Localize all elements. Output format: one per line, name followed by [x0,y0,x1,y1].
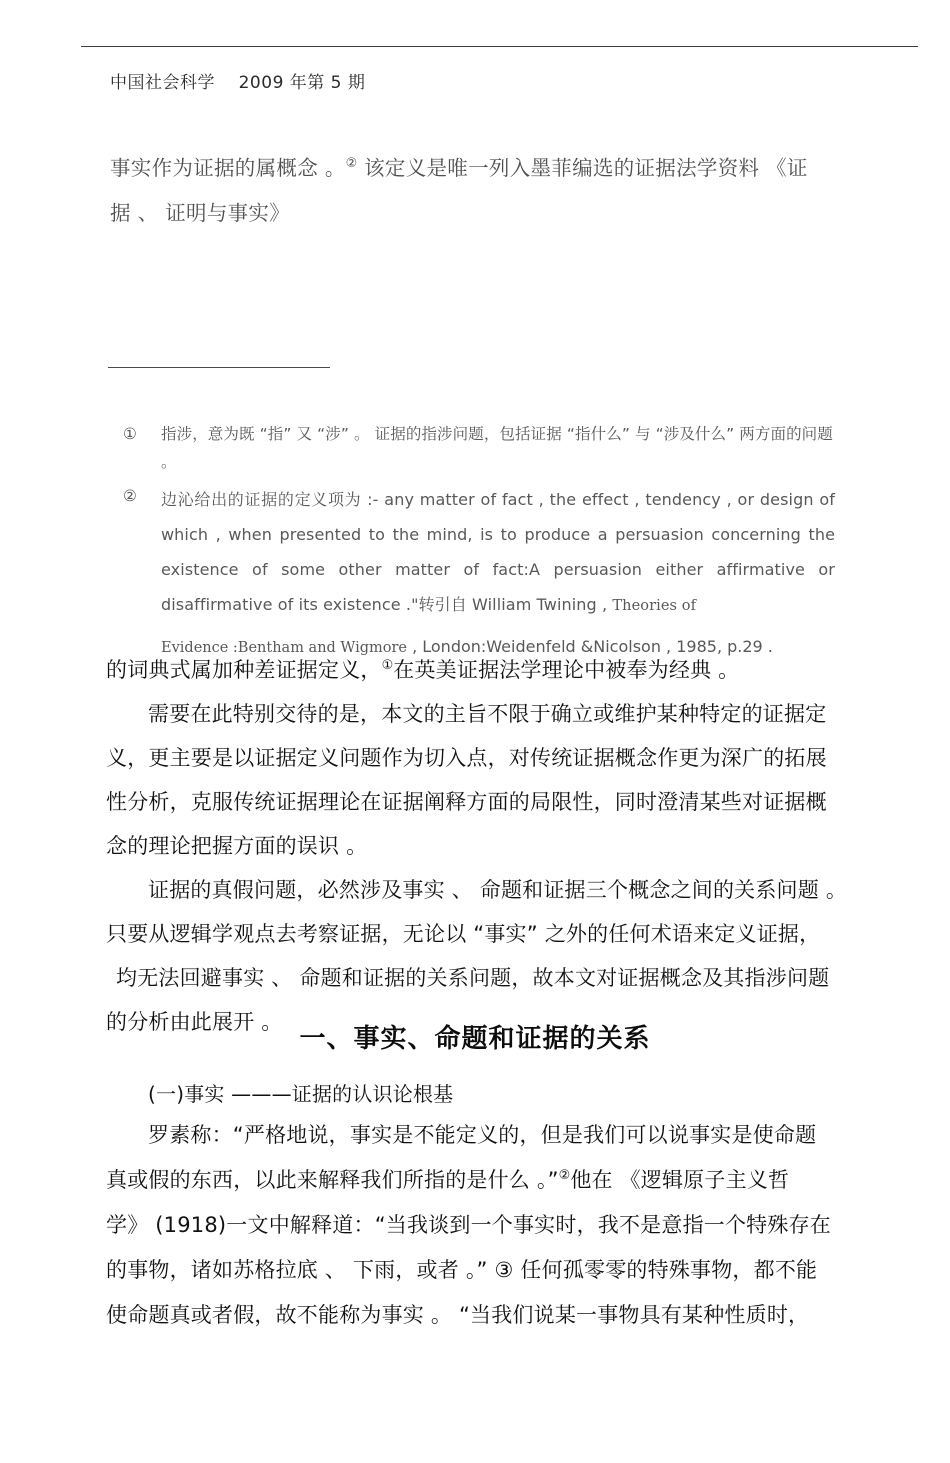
continued-paragraph-line1-a: 事实作为证据的属概念 。 [110,156,346,180]
body2-line-2 [106,1158,846,1203]
footnote-text-2 [161,482,835,624]
footnote-2-line3: the existence of some other matter of fact:A persuasion either affirmative or [161,525,836,579]
body2-line-5: 使命题真或者假，故不能称为事实 。 “当我们说某一事物具有某种性质时， [106,1303,810,1327]
footnote-ref-3[interactable]: ③ [494,1258,514,1282]
body2-line-4-b: 任何孤零零的特殊事物，都不能 [520,1258,818,1282]
body-paragraphs-1 [106,648,848,1044]
continued-paragraph [110,146,840,236]
continued-paragraph-line1-b: 该定义是唯一列入墨菲编选的证据法学资料 《证 [364,156,808,180]
body-line-6: 证据的真假问题，必然涉及事实 、 命题和证据三个概念之间的关系问题 。 [148,878,848,902]
body2-line-1: 罗素称：“严格地说，事实是不能定义的，但是我们可以说事实是使命题 [148,1123,817,1147]
footnote-2-citation-title-part1: Theories of [612,598,697,614]
subsection-heading: (一)事实 ———证据的认识论根基 [148,1082,454,1106]
footnote-ref-1[interactable]: ① [381,658,394,673]
footnote-list [123,420,835,665]
footnote-2-line2: of which , when presented to the mind, is to produce a persuasion concerning [161,490,836,544]
footnote-item-1 [123,420,835,476]
footnote-2-citation-publisher: , London:Weidenfeld &Nicolson , 1985, p.29 . [407,637,773,656]
body-line-7: 只要从逻辑学观点去考察证据，无论以 “事实” 之外的任何术语来定义证据， [106,922,821,946]
footnote-divider [108,367,330,368]
footnote-ref-2b[interactable]: ② [558,1168,571,1183]
body-line-9: 的分析由此展开 。 [106,1010,283,1034]
running-head: 中国社会科学 2009 年第 5 期 [110,73,366,93]
footnote-item-2 [123,482,835,624]
body2-line-4-a: 的事物，诸如苏格拉底 、 下雨，或者 。” [106,1258,488,1282]
body-line-8: 均无法回避事实 、 命题和证据的关系问题，故本文对证据概念及其指涉问题 [116,966,830,990]
header-divider [81,46,918,47]
section-heading: 一、事实、命题和证据的关系 [299,1024,651,1054]
body-line-1 [106,648,844,692]
body-line-3: 义，更主要是以证据定义问题作为切入点，对传统证据概念作更为深广的拓展 [106,746,827,770]
body2-line-4 [106,1248,846,1293]
footnote-marker-2: ② [123,487,137,505]
body-paragraphs-2 [106,1113,846,1338]
body-line-4: 性分析，克服传统证据理论在证据阐释方面的局限性，同时澄清某些对证据概 [106,790,827,814]
body-line-5: 念的理论把握方面的误识 。 [106,834,368,858]
body2-line-2-b: 他在 《逻辑原子主义哲 [570,1168,790,1192]
footnote-text-1: 指涉，意为既 “指” 又 “涉” 。 证据的指涉问题，包括证据 “指什么” 与 “涉及什么” 两方面的问题 。 [161,425,833,471]
footnote-2-line4: disaffirmative of its existence ."转引自 William Twining , [161,595,613,614]
body-line-1-a: 的词典式属加种差证据定义， [106,658,382,682]
body2-line-3: 学》 (1918)一文中解释道：“当我谈到一个事实时，我不是意指一个特殊存在 [106,1213,831,1237]
footnote-marker-1: ① [123,425,137,443]
continued-paragraph-line2: 据 、 证明与事实》 [110,201,291,225]
footnote-2-citation-title-part2: Evidence :Bentham and Wigmore [161,640,407,656]
body2-line-2-a: 真或假的东西，以此来解释我们所指的是什么 。” [106,1168,559,1192]
footnote-ref-2[interactable]: ② [345,156,358,172]
footnote-2-line1: 边沁给出的证据的定义项为 :- any matter of fact , the effect , tendency , or design [161,490,814,509]
body-line-2: 需要在此特别交待的是，本文的主旨不限于确立或维护某种特定的证据定 [148,702,827,726]
body-line-1-b: 在英美证据法学理论中被奉为经典 。 [393,658,740,682]
